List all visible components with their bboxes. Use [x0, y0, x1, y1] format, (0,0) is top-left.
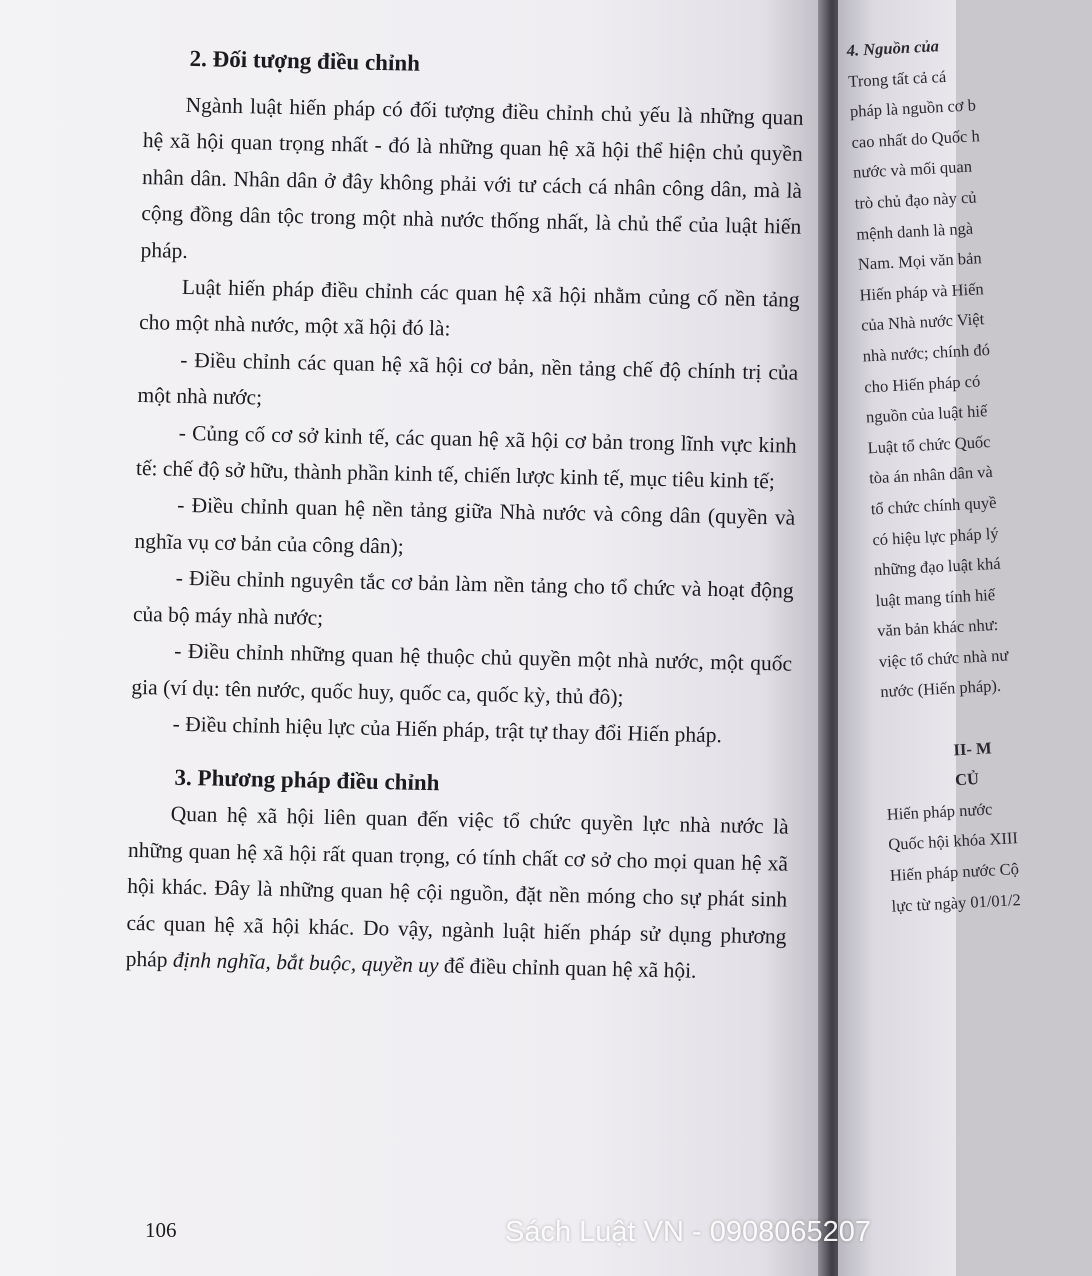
right-page-line: tòa án nhân dân và	[868, 462, 994, 488]
section-3-heading: 3. Phương pháp điều chỉnh	[174, 765, 440, 796]
right-page-line: việc tổ chức nhà nư	[878, 645, 1009, 672]
right-page-line: Nam. Mọi văn bản	[857, 248, 983, 274]
bullet-item: - Củng cố cơ sở kinh tế, các quan hệ xã hội cơ bản trong lĩnh vực kinh tế: chế độ sở hữu, thành phần kinh tế, chiến lược kinh tế, mục tiêu kinh tế;	[135, 420, 797, 494]
paragraph-consolidation-intro: Luật hiến pháp điều chỉnh các quan hệ xã hội nhằm củng cố nền tảng cho một nhà nước, một xã hội đó là:	[138, 274, 800, 341]
right-page-line: nguồn của luật hiế	[865, 401, 988, 427]
paragraph-text: Quan hệ xã hội liên quan đến việc tổ chức quyền lực nhà nước là những quan hệ xã hội rất quan trọng, có tính chất cơ sở cho mọi quan hệ xã hội khác. Đây là những quan hệ cội nguồn, đặt nền móng cho sự phát sinh các quan hệ xã hội khác. Do vậy, ngành luật hiến pháp sử dụng phương pháp	[125, 802, 789, 972]
right-page-line: CỦ	[954, 769, 980, 790]
right-page-line: Trong tất cả cá	[847, 66, 947, 91]
bullet-item: - Điều chỉnh hiệu lực của Hiến pháp, trật tự thay đổi Hiến pháp.	[172, 711, 723, 748]
bullet-item: - Điều chỉnh nguyên tắc cơ bản làm nền tảng cho tổ chức và hoạt động của bộ máy nhà nước;	[132, 566, 794, 630]
right-page-line: II- M	[952, 738, 992, 759]
paragraph-object-of-regulation: Ngành luật hiến pháp có đối tượng điều chỉnh chủ yếu là những quan hệ xã hội quan trọng nhất - đó là những quan hệ xã hội thể hiện chủ quyền nhân dân. Nhân dân ở đây không phải với tư cách cá nhân công dân, mà là cộng đồng dân tộc trong một nhà nước thống nhất, là chủ thể của luật hiến pháp.	[140, 92, 804, 263]
right-page-line: nước (Hiến pháp).	[879, 676, 1002, 702]
right-page-line: có hiệu lực pháp lý	[871, 523, 999, 549]
right-page-line: nước và mối quan	[852, 156, 973, 183]
right-page-line: 4. Nguồn của	[846, 36, 940, 60]
right-page-line: văn bản khác như:	[876, 615, 999, 641]
right-page-line: cho Hiến pháp có	[863, 370, 981, 397]
right-page-line: cao nhất do Quốc h	[851, 125, 981, 152]
right-page	[838, 0, 1022, 1276]
paragraph-text: để điều chỉnh quan hệ xã hội.	[438, 953, 697, 983]
section-2-heading: 2. Đối tượng điều chỉnh	[189, 45, 421, 76]
right-page-line: Hiến pháp nước	[886, 799, 993, 824]
right-page-line: Hiến pháp và Hiến	[859, 278, 985, 305]
right-page-text	[846, 26, 1092, 922]
right-page-line: pháp là nguồn cơ b	[849, 95, 977, 122]
right-page-line: của Nhà nước Việt	[860, 309, 985, 335]
right-page-line: Luật tổ chức Quốc	[867, 431, 991, 458]
right-page-line: mệnh danh là ngà	[855, 218, 974, 244]
right-page-line: tổ chức chính quyề	[870, 492, 997, 519]
paragraph-method-of-regulation	[125, 795, 789, 991]
bullet-item: - Điều chỉnh những quan hệ thuộc chủ quyền một nhà nước, một quốc gia (ví dụ: tên nước, quốc huy, quốc ca, quốc kỳ, thủ đô);	[131, 638, 793, 709]
italic-terms: định nghĩa, bắt buộc, quyền uy	[172, 947, 439, 978]
right-page-line: luật mang tính hiế	[875, 584, 996, 610]
right-page-line: Hiến pháp nước Cộ	[889, 859, 1020, 885]
right-page-line: những đạo luật khá	[873, 553, 1002, 580]
bullet-item: - Điều chỉnh các quan hệ xã hội cơ bản, nền tảng chế độ chính trị của một nhà nước;	[137, 347, 799, 410]
right-page-line: nhà nước; chính đó	[862, 339, 991, 366]
right-page-line: Quốc hội khóa XIII	[887, 828, 1019, 855]
bullet-item: - Điều chỉnh quan hệ nền tảng giữa Nhà nước và công dân (quyền và nghĩa vụ cơ bản của công dân);	[134, 493, 796, 559]
right-page-line: lực từ ngày 01/01/2	[891, 889, 1022, 916]
watermark: Sách Luật VN - 0908065207	[505, 1216, 871, 1248]
page-number: 106	[145, 1218, 177, 1242]
page-body	[125, 40, 804, 991]
right-page-line: trò chủ đạo này củ	[854, 187, 977, 213]
